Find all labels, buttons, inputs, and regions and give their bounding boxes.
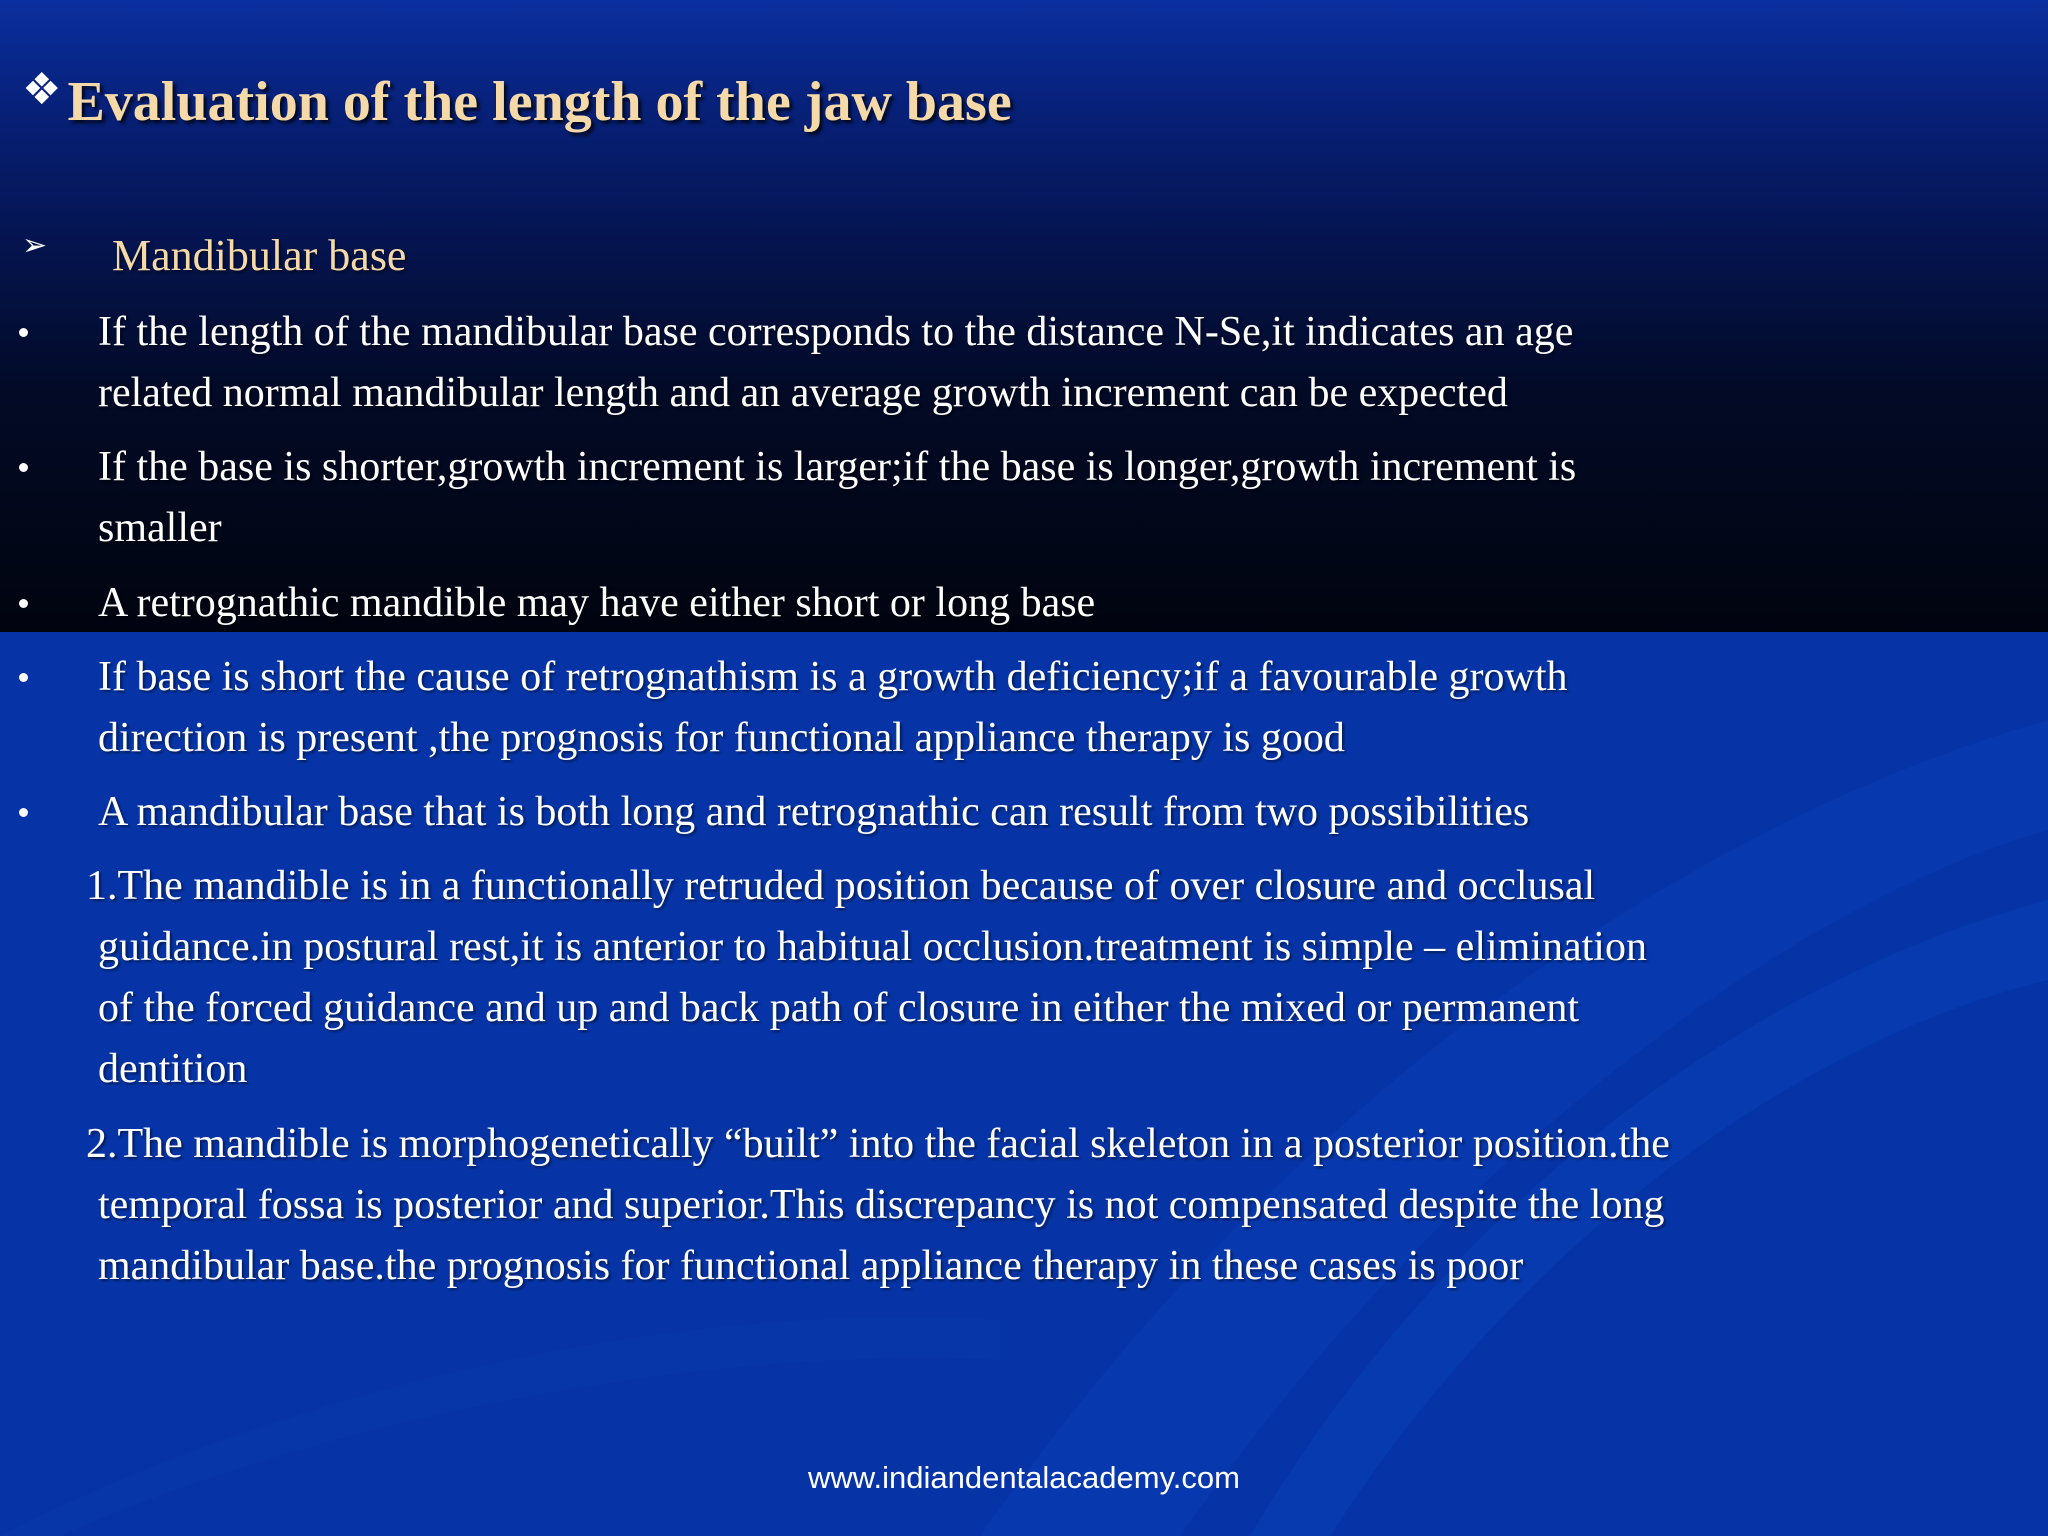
bullet-dot-icon xyxy=(19,673,28,682)
bullet-2-line-2: smaller xyxy=(98,505,222,551)
arrow-bullet-icon: ➢ xyxy=(22,228,48,263)
bullet-dot-icon xyxy=(19,328,28,337)
slide-title: Evaluation of the length of the jaw base xyxy=(67,71,1012,133)
diamond-bullet-icon: ❖ xyxy=(22,64,62,115)
numbered-1-line-1: 1.The mandible is in a functionally retruded position because of over closure and occlusal xyxy=(86,863,1596,909)
title-row xyxy=(22,62,1012,142)
bullet-dot-icon xyxy=(19,463,28,472)
bullet-dot-icon xyxy=(19,599,28,608)
numbered-1-line-4: dentition xyxy=(98,1046,248,1092)
numbered-2-line-3: mandibular base.the prognosis for functional appliance therapy in these cases is poor xyxy=(98,1243,1524,1289)
numbered-2-line-1: 2.The mandible is morphogenetically “built” into the facial skeleton in a posterior position.the xyxy=(86,1121,1670,1167)
bullet-1-line-1: If the length of the mandibular base corresponds to the distance N-Se,it indicates an age xyxy=(98,309,1574,355)
numbered-1-line-2: guidance.in postural rest,it is anterior to habitual occlusion.treatment is simple – elimination xyxy=(98,924,1647,970)
bullet-4-line-1: If base is short the cause of retrognathism is a growth deficiency;if a favourable growth xyxy=(98,654,1568,700)
bullet-dot-icon xyxy=(19,808,28,817)
bullet-3-line-1: A retrognathic mandible may have either short or long base xyxy=(98,580,1096,626)
bullet-1-line-2: related normal mandibular length and an average growth increment can be expected xyxy=(98,370,1508,416)
numbered-1-line-3: of the forced guidance and up and back path of closure in either the mixed or permanent xyxy=(98,985,1580,1031)
bullet-2-line-1: If the base is shorter,growth increment is larger;if the base is longer,growth increment is xyxy=(98,444,1577,490)
subheading: Mandibular base xyxy=(112,231,407,280)
bullet-4-line-2: direction is present ,the prognosis for functional appliance therapy is good xyxy=(98,715,1345,761)
footer-url[interactable]: www.indiandentalacademy.com xyxy=(808,1460,1240,1495)
bullet-5-line-1: A mandibular base that is both long and retrognathic can result from two possibilities xyxy=(98,789,1530,835)
numbered-2-line-2: temporal fossa is posterior and superior.This discrepancy is not compensated despite the long xyxy=(98,1182,1665,1228)
